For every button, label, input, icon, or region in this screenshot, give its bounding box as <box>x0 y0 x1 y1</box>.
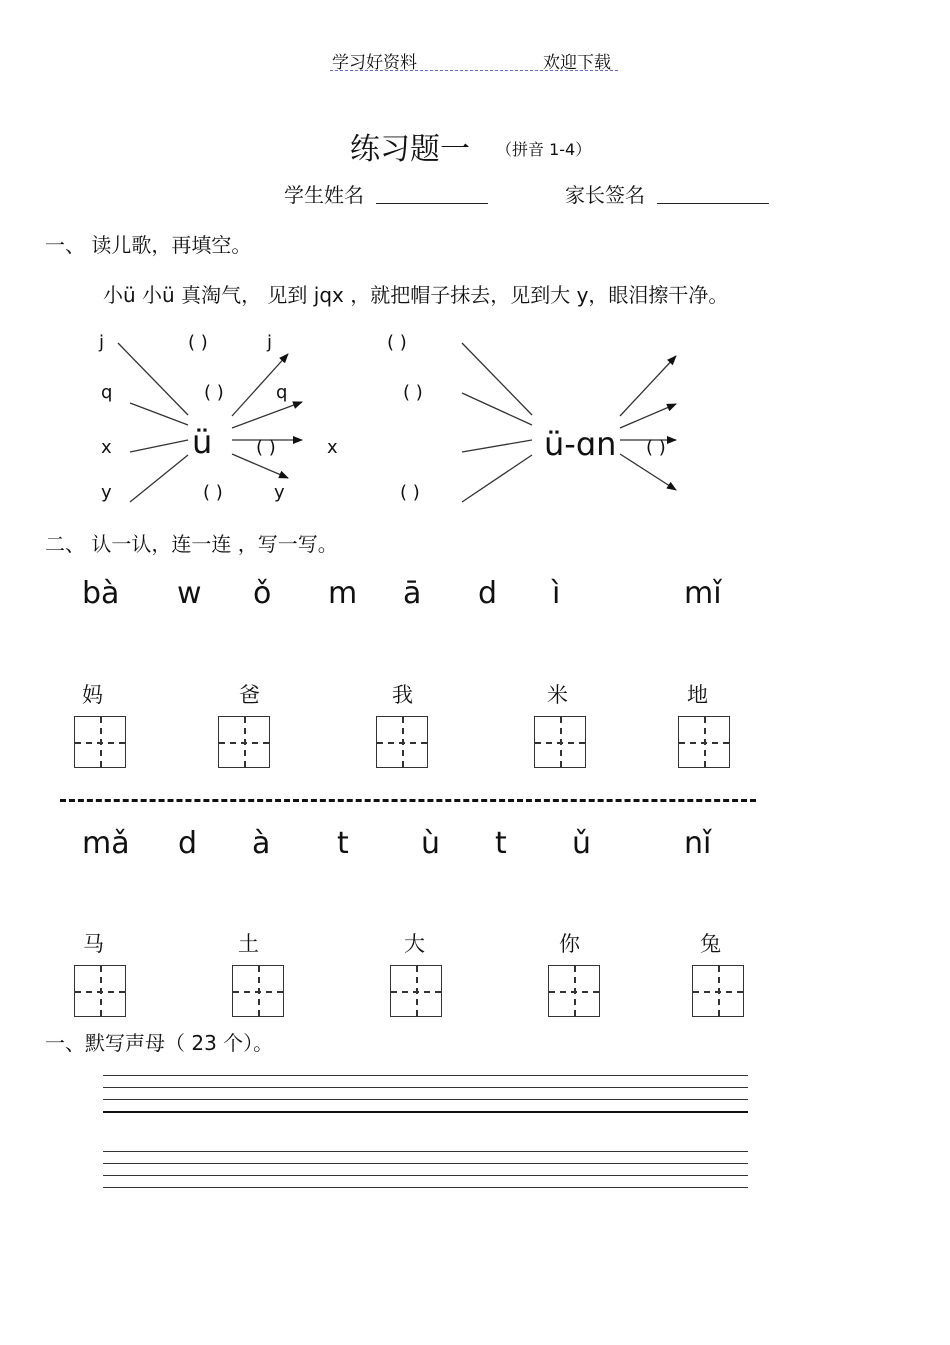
char-ba4: 爸 <box>239 683 260 707</box>
dashed-separator <box>60 799 756 802</box>
section2-heading: 二、 认一认，连一连 ，写一写。 <box>45 532 338 556</box>
line-j-u <box>118 343 188 415</box>
pinyin-o3: ǒ <box>253 576 272 611</box>
pinyin-d: d <box>478 576 498 611</box>
pinyin-w: w <box>177 576 202 611</box>
line-y-u <box>130 455 188 502</box>
pinyin-a1: ā <box>403 576 422 611</box>
pinyin-ni: nǐ <box>684 826 712 861</box>
char-di: 地 <box>687 683 708 707</box>
pinyin-t1: t <box>337 826 349 861</box>
pinyin-a4: à <box>252 826 271 861</box>
line-in-1 <box>462 343 532 415</box>
blank-3[interactable]: ( ) <box>256 437 276 458</box>
initial-y: y <box>101 482 112 503</box>
center-u: ü <box>192 423 213 461</box>
line-in-2 <box>462 393 532 425</box>
blank-8[interactable]: ( ) <box>646 437 666 458</box>
blank-7[interactable]: ( ) <box>400 482 420 503</box>
pinyin-i4: ì <box>552 576 561 611</box>
writing-grid[interactable] <box>218 716 270 768</box>
initial-q: q <box>101 382 113 403</box>
char-ni: 你 <box>559 932 580 956</box>
pinyin-ma3: mǎ <box>82 826 130 861</box>
header-left: 学习好资料 <box>332 53 417 73</box>
blank-2[interactable]: ( ) <box>204 382 224 403</box>
writing-grid[interactable] <box>376 716 428 768</box>
writing-grid[interactable] <box>534 716 586 768</box>
initial-x: x <box>101 437 112 458</box>
pinyin-t2: t <box>495 826 507 861</box>
pinyin-m: m <box>328 576 358 611</box>
writing-grid[interactable] <box>678 716 730 768</box>
char-ma3: 马 <box>83 932 104 956</box>
char-ma1: 妈 <box>82 683 103 707</box>
center-uan: ü-ɑn <box>544 425 617 463</box>
parent-sign-label: 家长签名 <box>565 183 645 207</box>
pinyin-mi: mǐ <box>684 576 722 611</box>
blank-4[interactable]: ( ) <box>203 482 223 503</box>
line-in-4 <box>462 455 532 502</box>
out-q: q <box>276 382 288 403</box>
line-x-u <box>130 440 188 452</box>
writing-grid[interactable] <box>74 716 126 768</box>
page-title: 练习题一 <box>350 132 470 167</box>
pinyin-u3: ǔ <box>572 826 592 861</box>
writing-grid[interactable] <box>692 965 744 1017</box>
page-subtitle: （拼音 1-4） <box>496 140 592 159</box>
student-name-label: 学生姓名 <box>284 183 364 207</box>
char-tu3: 土 <box>238 932 259 956</box>
writing-grid[interactable] <box>74 965 126 1017</box>
section3-heading: 一、默写声母（ 23 个）。 <box>45 1031 274 1055</box>
out-j: j <box>267 332 273 353</box>
char-da: 大 <box>404 932 425 956</box>
section1-poem: 小ü 小ü 真淘气， 见到 jqx ，就把帽子抹去，见到大 y，眼泪擦干净。 <box>103 283 729 307</box>
arrow-u-2 <box>232 402 302 428</box>
blank-6[interactable]: ( ) <box>403 382 423 403</box>
header-right: 欢迎下载 <box>543 53 611 73</box>
char-wo: 我 <box>392 683 413 707</box>
arrow-uan-4 <box>620 454 676 490</box>
out-y: y <box>274 482 285 503</box>
initial-j: j <box>99 332 105 353</box>
writing-grid[interactable] <box>390 965 442 1017</box>
char-mi: 米 <box>547 683 568 707</box>
writing-grid[interactable] <box>232 965 284 1017</box>
blank-1[interactable]: ( ) <box>188 332 208 353</box>
pinyin-d2: d <box>178 826 198 861</box>
pinyin-u4: ù <box>421 826 441 861</box>
writing-grid[interactable] <box>548 965 600 1017</box>
line-in-3 <box>462 440 532 452</box>
out-x: x <box>327 437 338 458</box>
section1-heading: 一、 读儿歌，再填空。 <box>45 233 252 257</box>
pinyin-ba: bà <box>82 576 120 611</box>
char-tu4: 兔 <box>700 932 721 956</box>
blank-5[interactable]: ( ) <box>387 332 407 353</box>
